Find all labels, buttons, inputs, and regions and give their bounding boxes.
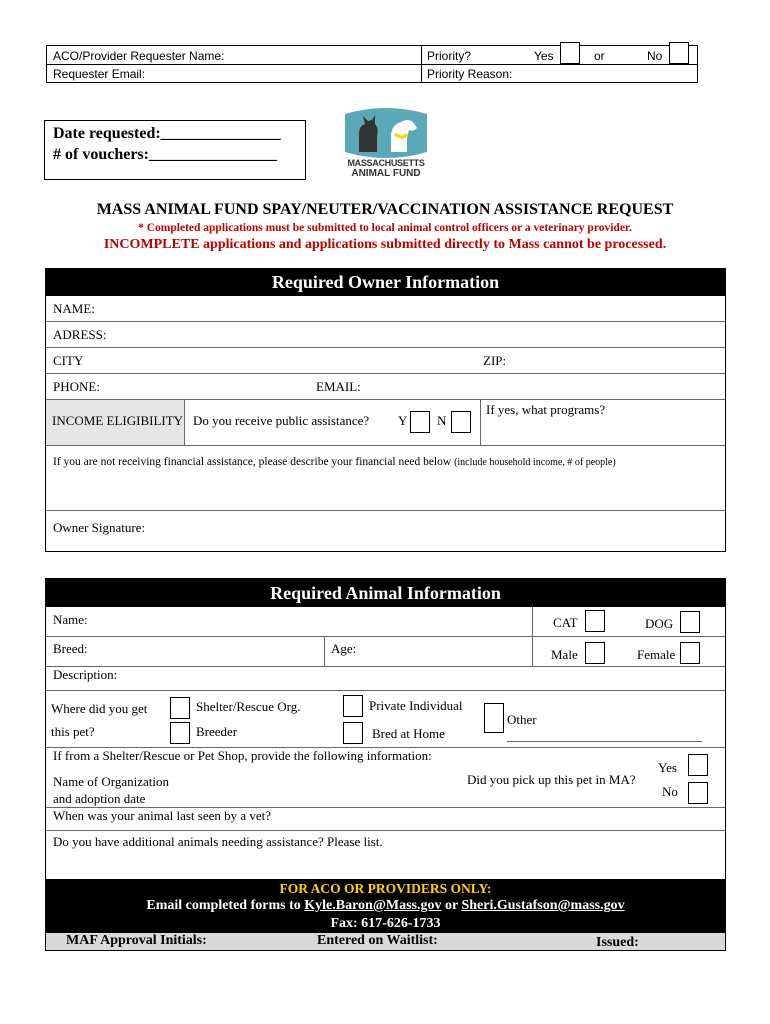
issued-label[interactable]: Issued: [596, 935, 639, 950]
pickup-no-checkbox[interactable] [688, 782, 708, 804]
owner-zip-label: ZIP: [483, 353, 507, 368]
logo-text-line1: MASSACHUSETTS [347, 158, 425, 168]
org-name-label[interactable]: Name of Organization [53, 774, 169, 789]
bred-home-label: Bred at Home [372, 726, 445, 741]
private-individual-label: Private Individual [369, 698, 463, 713]
email-link-sheri[interactable]: Sheri.Gustafson@mass.gov [461, 898, 625, 913]
incomplete-warning: INCOMPLETE applications and applications submitted directly to Mass cannot be processed. [103, 237, 667, 252]
logo-text-line2: ANIMAL FUND [351, 168, 421, 179]
email-or: or [444, 898, 458, 913]
adoption-date-label[interactable]: and adoption date [53, 791, 146, 806]
priority-yes-label: Yes [534, 49, 554, 63]
date-request-box [44, 120, 306, 180]
owner-name-label: NAME: [53, 301, 95, 316]
owner-address-label: ADRESS: [53, 327, 107, 342]
female-label: Female [637, 647, 676, 662]
shelter-info-row [46, 748, 725, 808]
public-assistance-y-label: Y [398, 413, 408, 428]
owner-name-row[interactable] [46, 296, 725, 322]
priority-no-label: No [647, 49, 663, 63]
animal-name-label: Name: [53, 612, 88, 627]
shelter-info-label: If from a Shelter/Rescue or Pet Shop, provide the following information: [53, 748, 432, 763]
income-eligibility-cell [46, 400, 185, 445]
owner-signature-label: Owner Signature: [53, 520, 146, 535]
shelter-label: Shelter/Rescue Org. [196, 699, 301, 714]
date-requested-field[interactable]: Date requested:_______________ [53, 125, 281, 142]
priority-yes-checkbox[interactable] [560, 42, 580, 64]
approval-row [46, 933, 725, 951]
additional-animals-label: Do you have additional animals needing assistance? Please list. [53, 834, 383, 849]
financial-need-text: If you are not receiving financial assistance, please describe your financial need below [53, 456, 452, 468]
owner-email-label: EMAIL: [316, 379, 361, 394]
aco-footer-bar [46, 879, 725, 933]
owner-city-zip-row[interactable] [46, 348, 725, 374]
other-checkbox[interactable] [484, 703, 504, 733]
description-row[interactable] [46, 667, 725, 691]
additional-animals-row[interactable] [46, 831, 725, 879]
email-prefix: Email completed forms to [146, 898, 301, 913]
priority-label: Priority? [427, 49, 472, 63]
public-assistance-question: Do you receive public assistance? [193, 413, 370, 428]
owner-city-label: CITY [53, 353, 84, 368]
aco-name-label: ACO/Provider Requester Name: [53, 49, 225, 63]
bred-home-checkbox[interactable] [343, 722, 363, 744]
pickup-ma-question: Did you pick up this pet in MA? [467, 772, 636, 787]
pickup-yes-checkbox[interactable] [688, 754, 708, 776]
pickup-no-label: No [662, 784, 678, 799]
owner-section-heading: Required Owner Information [46, 269, 725, 296]
form-title: MASS ANIMAL FUND SPAY/NEUTER/VACCINATION ASSISTANCE REQUEST [96, 201, 674, 218]
this-pet-label: this pet? [51, 724, 95, 739]
income-eligibility-label: INCOME ELIGIBILITY [52, 413, 184, 428]
cat-checkbox[interactable] [585, 610, 605, 632]
priority-no-checkbox[interactable] [669, 42, 689, 64]
female-checkbox[interactable] [680, 642, 700, 664]
email-link-kyle[interactable]: Kyle.Baron@Mass.gov [304, 898, 442, 913]
animal-section-heading: Required Animal Information [46, 579, 725, 607]
breed-label: Breed: [53, 641, 88, 656]
male-checkbox[interactable] [585, 642, 605, 664]
shelter-checkbox[interactable] [170, 697, 190, 719]
programs-divider [480, 400, 481, 445]
financial-need-label [53, 456, 616, 468]
cat-label: CAT [553, 615, 578, 630]
animal-name-row[interactable] [46, 607, 725, 637]
pickup-yes-label: Yes [658, 760, 677, 775]
vouchers-field[interactable]: # of vouchers:________________ [53, 146, 277, 163]
breeder-checkbox[interactable] [170, 722, 190, 744]
maf-approval-label[interactable]: MAF Approval Initials: [66, 933, 207, 948]
age-label: Age: [331, 641, 357, 656]
vet-visit-row[interactable] [46, 808, 725, 831]
breed-age-row[interactable] [46, 637, 725, 667]
male-label: Male [551, 647, 578, 662]
fax-number: Fax: 617-626-1733 [330, 916, 441, 931]
dog-label: DOG [645, 616, 674, 631]
owner-address-row[interactable] [46, 322, 725, 348]
top-header-table [46, 45, 698, 83]
financial-need-note: (include household income, # of people) [454, 457, 616, 468]
submission-note: * Completed applications must be submitted to local animal control officers or a veterinary provider. [138, 222, 632, 234]
description-label: Description: [53, 667, 118, 682]
financial-need-row[interactable] [46, 446, 725, 511]
income-eligibility-row [46, 400, 725, 446]
priority-reason-label: Priority Reason: [427, 67, 513, 81]
breeder-label: Breeder [196, 724, 238, 739]
public-assistance-no-checkbox[interactable] [451, 411, 471, 433]
pet-source-row [46, 691, 725, 748]
requester-email-label: Requester Email: [53, 67, 146, 81]
mass-animal-fund-logo [339, 104, 433, 186]
header-row-divider [47, 64, 697, 65]
public-assistance-yes-checkbox[interactable] [410, 411, 430, 433]
other-field[interactable]: Other ______________________________ [507, 712, 702, 743]
breed-age-divider [324, 637, 325, 666]
aco-only-label: FOR ACO OR PROVIDERS ONLY: [279, 881, 492, 896]
where-get-label: Where did you get [51, 701, 148, 716]
owner-phone-label: PHONE: [53, 379, 100, 394]
dog-checkbox[interactable] [680, 611, 700, 633]
private-individual-checkbox[interactable] [343, 695, 363, 717]
vet-visit-label: When was your animal last seen by a vet? [53, 808, 272, 823]
public-assistance-n-label: N [437, 413, 447, 428]
programs-label[interactable]: If yes, what programs? [486, 402, 606, 417]
owner-phone-email-row[interactable] [46, 374, 725, 400]
email-instructions [46, 898, 725, 914]
waitlist-label[interactable]: Entered on Waitlist: [317, 933, 438, 948]
owner-signature-row[interactable] [46, 511, 725, 551]
priority-or-label: or [594, 49, 605, 63]
